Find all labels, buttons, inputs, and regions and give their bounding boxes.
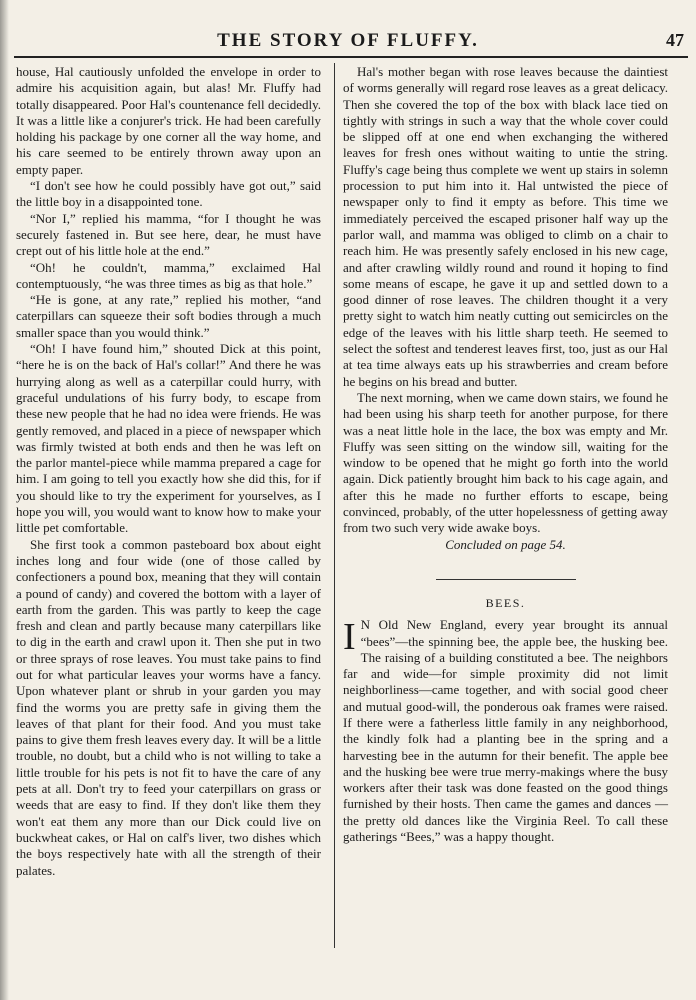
header-rule [14, 56, 688, 58]
paragraph: Hal's mother began with rose leaves because the daintiest of worms generally will regard rose leaves as a great delicacy. Then she covered the top of the box with black lace tied on tightly with strings in such a way that the whole cover could be slipped off at one end when exchanging the withered leaves for fresh ones without waiting to untie the string. Fluffy's cage being thus complete we went up stairs in solemn procession to put him into it. Hal untwisted the piece of newspaper only to find it empty as before. This time we immediately perceived the escaped prisoner half way up the parlor wall, and mamma was obliged to climb on a chair to reach him. He was presently safely enclosed in his new cage, and after crawling wildly round and round it hoping to find some means of escape, he gave it up and settled down to a good dinner of rose leaves. The children thought it a very pretty sight to watch him neatly cutting out semicircles on the edge of the leaves with his little sharp teeth. He seemed to select the softest and tenderest leaves first, too, just as our Hal at tea time always eats up his strawberries and cream before he begins on his bread and butter. [343, 64, 668, 389]
paragraph: “Oh! he couldn't, mamma,” exclaimed Hal contemptuously, “he was three times as big as that hole.” [16, 259, 321, 291]
left-column [16, 64, 321, 879]
paragraph: house, Hal cautiously unfolded the envelope in order to admire his acquisition again, but alas! Mr. Fluffy had totally disappeared. Poor Hal's countenance fell decidedly. It was a little like a conjurer's trick. He had been carefully holding his package by one corner all the way home, and his care seemed to be entirely thrown away upon an empty paper. [16, 64, 321, 177]
section-title-bees: BEES. [485, 595, 526, 610]
right-column [343, 64, 668, 845]
page-number: 47 [666, 30, 684, 50]
continuation-note: Concluded on page 54. [445, 536, 566, 552]
page-header-title: THE STORY OF FLUFFY. [217, 30, 479, 51]
drop-cap: I [343, 616, 356, 659]
paragraph: She first took a common pasteboard box about eight inches long and four wide (one of those called by confectioners a pound box, meaning that they will contain a pound of candy) and covered the bottom with a layer of earth from the garden. This was partly to keep the cage fresh and clean and partly because many caterpillars like to dig in the earth and crawl upon it. Then she put in two or three sprays of rose leaves. You must take pains to find out for what particular leaves your worms have a fancy. Upon whatever plant or shrub in your garden you may find the worms you are pretty safe in giving them the leaves of that plant for their food. And you must take pains to give them fresh leaves every day. It will be a little trouble, no doubt, but a child who is not willing to take a little trouble for his pets is not fit to have the care of any pets at all. Don't try to feed your caterpillars on grass or weeds that are easy to find. If they don't like them they won't eat them any more than our Dick could live on buckwheat cakes, or Hal on calf's liver, two dishes which the boys respectively hate with all the strength of their palates. [16, 536, 321, 878]
paragraph: “Nor I,” replied his mamma, “for I thought he was securely fastened in. But see here, dear, he must have crept out of his little hole at the end.” [16, 210, 321, 259]
page-binding-shadow [0, 0, 9, 1000]
paragraph: “I don't see how he could possibly have got out,” said the little boy in a disappointed tone. [16, 178, 321, 210]
bees-text: N Old New England, every year brought its annual “bees”—the spinning bee, the apple bee, the husking bee. The raising of a building constituted a bee. The neighbors far and wide—for simple proximity did not limit neighborliness—came together, and with social good cheer and mutual good-will, the ponderous oak frames were raised. If there were a fatherless little family in any neighborhood, the kindly folk had a planting bee in the spring and a harvesting bee in the autumn for their benefit. The apple bee and the husking bee were true merry-makings where the busy workers after their task was done feasted on the good things furnished by their hosts. Then came the games and dances —the pretty old dances like the Virginia Reel. To call these gatherings “Bees,” was a happy thought. [343, 617, 668, 845]
paragraph: The next morning, when we came down stairs, we found he had been using his sharp teeth for another purpose, for there was a neat little hole in the lace, the box was empty and Mr. Fluffy was seen sitting on the window sill, waiting for the window to be opened that he might go forth into the world again. Dick patiently brought him back to his cage again, and after this he made no further efforts to escape, being convinced, probably, of the utter hopelessness of getting away from two such very wide awake boys. [343, 389, 668, 536]
section-rule [436, 579, 576, 580]
paragraph: “Oh! I have found him,” shouted Dick at this point, “here he is on the back of Hal's collar!” And there he was hurrying along as well as a caterpillar could hurry, with graceful undulations of his furry body, to escape from these new people that he had no idea were friends. He was gently removed, and placed in a piece of newspaper which was firmly twisted at both ends and then he was left on the parlor mantel-piece while mamma prepared a cage for him. I am going to tell you exactly how she did this, for if you should like to try the experiment for yourselves, as I hope you will, you would want to know how to make your little pet comfortable. [16, 341, 321, 536]
bees-paragraph [343, 617, 668, 845]
column-divider [334, 63, 335, 948]
paragraph: “He is gone, at any rate,” replied his mother, “and caterpillars can squeeze their soft bodies through a much smaller space than you would think.” [16, 292, 321, 340]
